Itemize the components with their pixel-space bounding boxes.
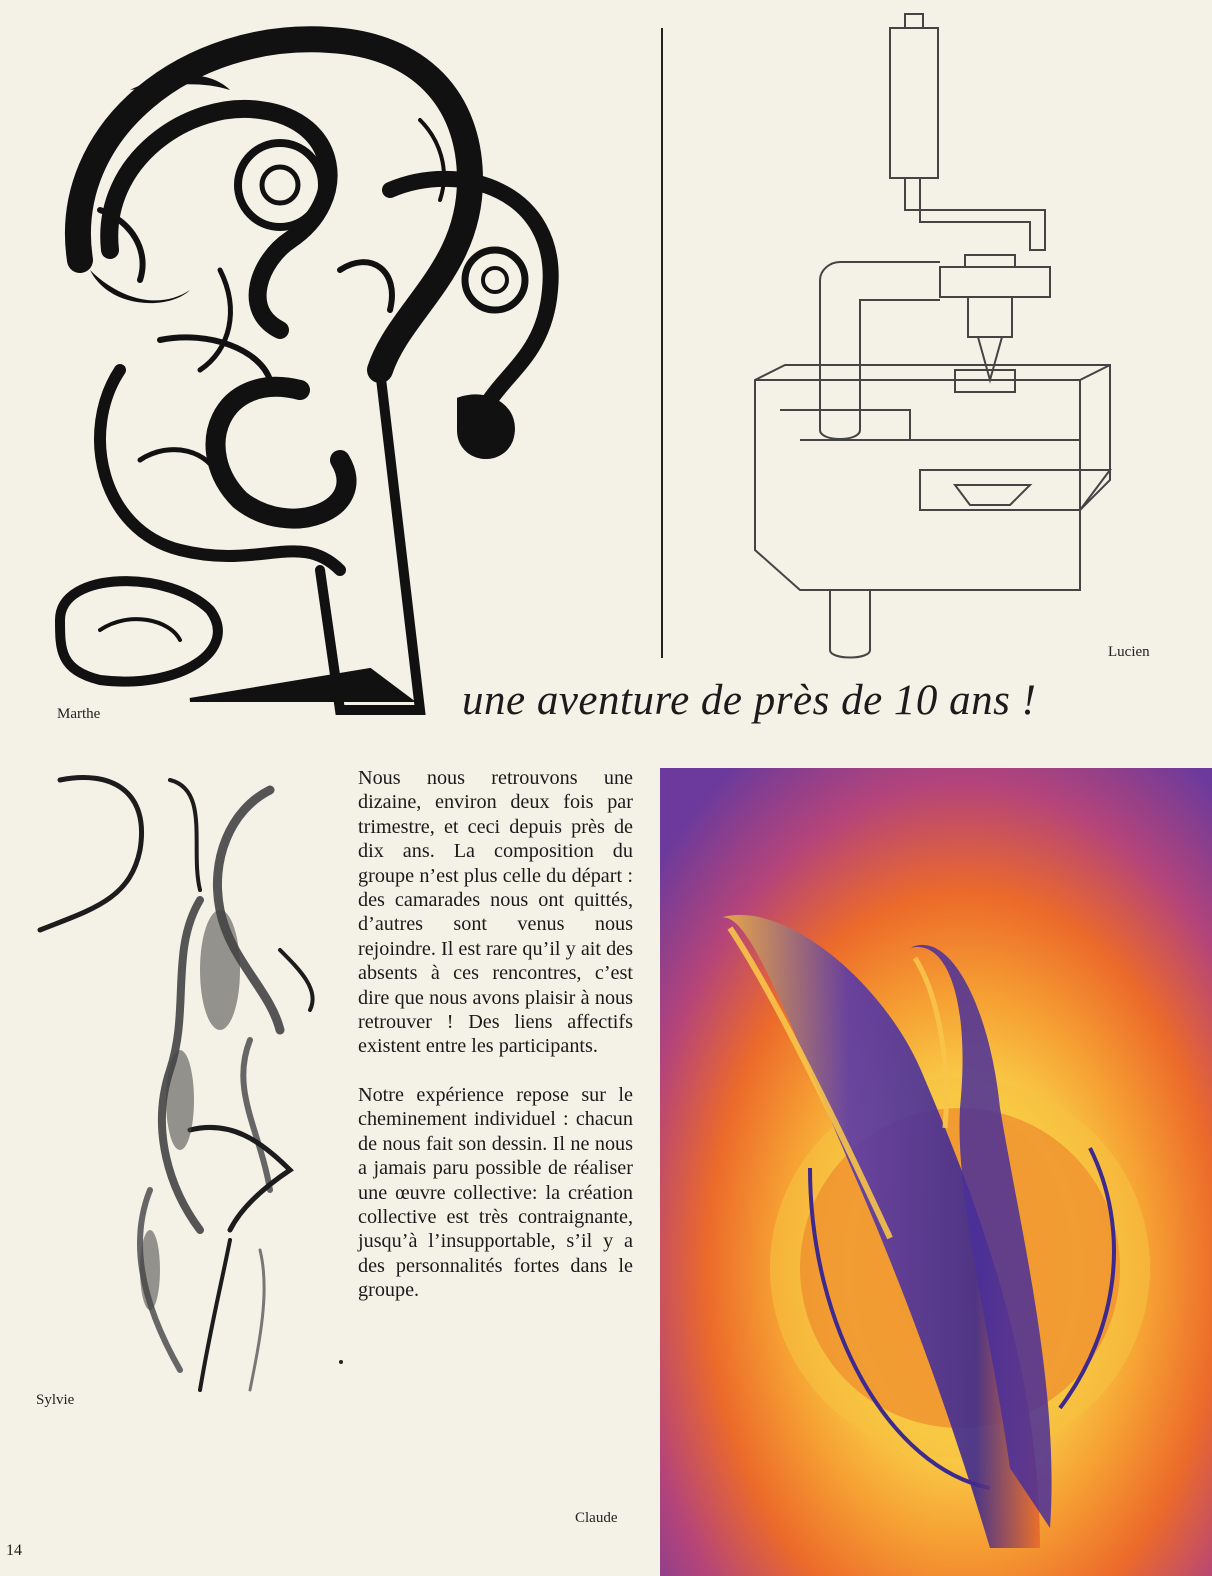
article-paragraph-2: Notre expérience repose sur le cheminement individuel : chacun de nous fait son dessin. Il ne nous a jamais paru possible de réaliser une œuvre collective: la création collective est très contraignante, jusqu’à l’insupportable, s’il y a des personnalités fortes dans le groupe. <box>358 1083 633 1302</box>
sylvie-drawing <box>30 770 330 1410</box>
page-number: 14 <box>6 1542 22 1559</box>
caption-marthe: Marthe <box>57 706 101 722</box>
article-text <box>358 766 633 1327</box>
lucien-drawing <box>740 10 1160 660</box>
article-paragraph-1: Nous nous retrouvons une dizaine, environ deux fois par trimestre, et ceci depuis près de dix ans. La composition du groupe n’est plus celle du départ : des camarades nous ont quittés, d’autres sont venus nous rejoindre. Il est rare qu’il y ait des absents à ces rencontres, c’est dire que nous avons plaisir à nous retrouver ! Des liens affectifs existent entre les participants. <box>358 767 633 1058</box>
caption-sylvie: Sylvie <box>36 1392 75 1408</box>
marthe-drawing <box>40 10 600 720</box>
claude-painting <box>660 768 1212 1576</box>
headline: une aventure de près de 10 ans ! <box>462 677 1037 724</box>
caption-claude: Claude <box>575 1510 618 1526</box>
column-divider <box>661 28 663 658</box>
caption-lucien: Lucien <box>1108 644 1150 660</box>
margin-dot <box>339 1360 343 1364</box>
